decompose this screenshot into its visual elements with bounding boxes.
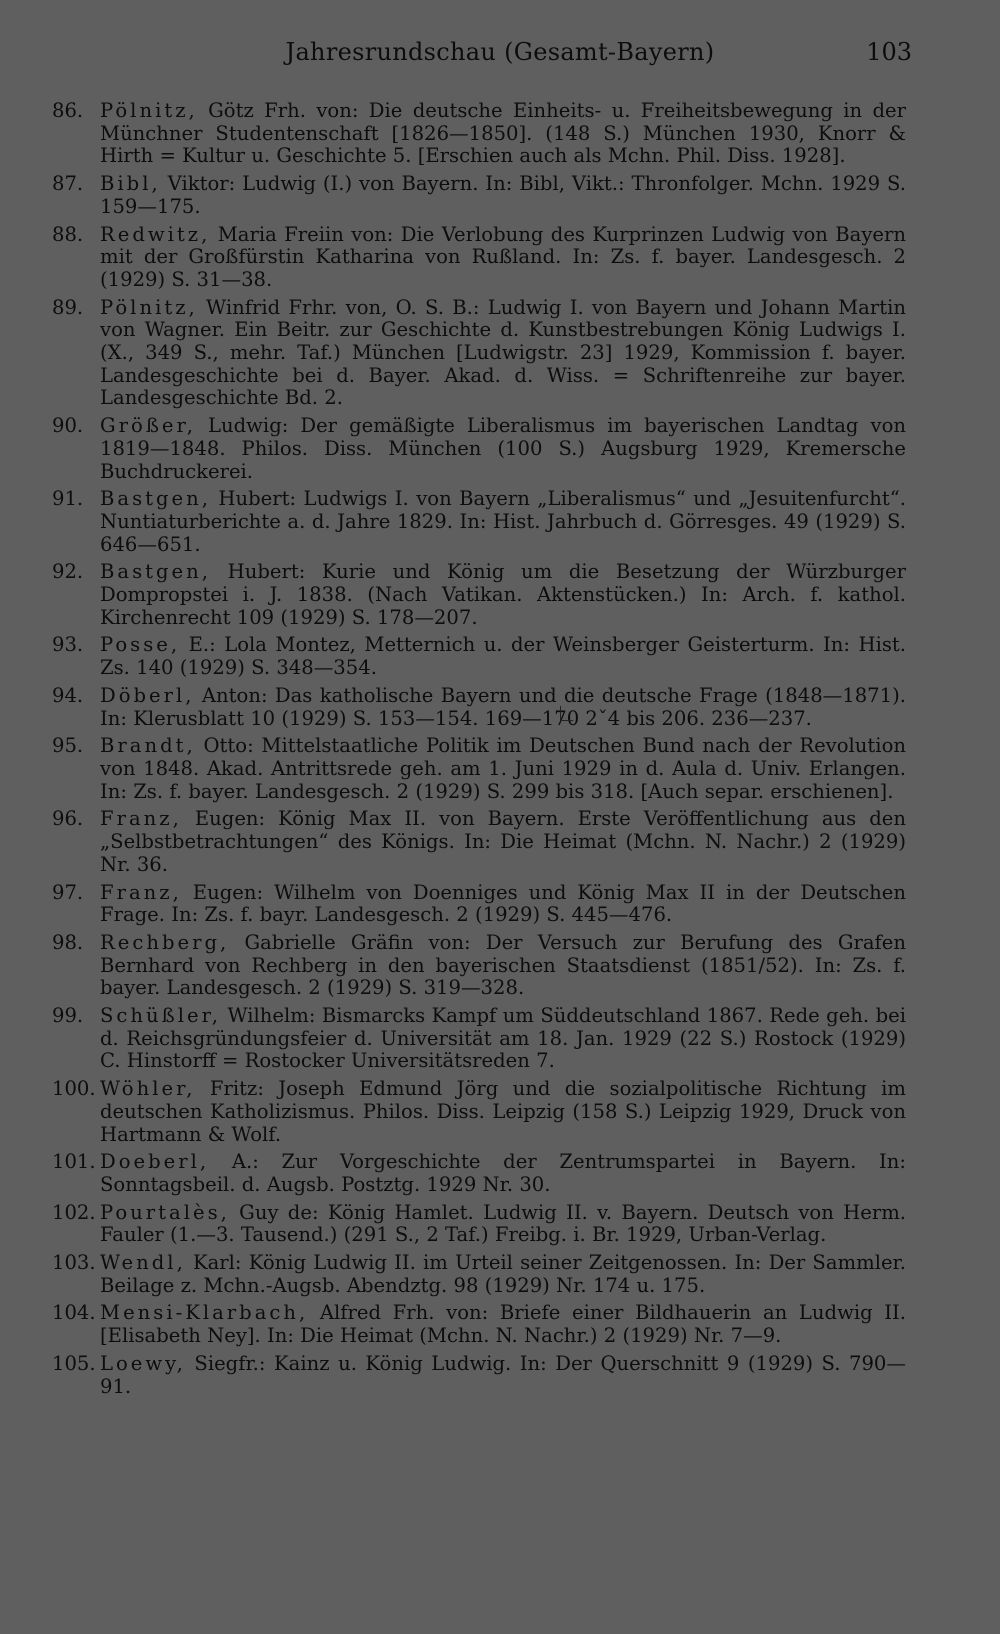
entry-author: Doeberl,	[100, 1150, 210, 1174]
entry-text: Ludwig: Der gemäßigte Liberalismus im bayerischen Landtag von 1819—1848. Philos. Diss. München (100 S.) Augsburg 1929, Kremersche Buchdruckerei.	[100, 414, 906, 483]
entry-number: 97.	[52, 880, 84, 904]
bibliography-entry	[0, 808, 906, 876]
entry-author: Bastgen,	[100, 487, 211, 511]
entry-author: Wendl,	[100, 1251, 186, 1275]
entry-number: 101.	[52, 1150, 96, 1174]
bibliography-entry	[0, 1353, 906, 1398]
entry-author: Wöhler,	[100, 1077, 196, 1101]
entry-text: Alfred Frh. von: Briefe einer Bildhauerin an Ludwig II. [Elisabeth Ney]. In: Die Heimat (Mchn. N. Nachr.) 2 (1929) Nr. 7—9.	[100, 1301, 906, 1348]
entry-number: 103.	[52, 1251, 96, 1275]
entry-text: Gabrielle Gräfin von: Der Versuch zur Berufung des Grafen Bernhard von Rechberg in den bayerischen Staatsdienst (1851/52). In: Zs. f. bayer. Landesgesch. 2 (1929) S. 319—328.	[100, 930, 906, 1000]
entry-text: Guy de: König Hamlet. Ludwig II. v. Bayern. Deutsch von Herm. Fauler (1.—3. Tausend.) (291 S., 2 Taf.) Freibg. i. Br. 1929, Urban-Verlag.	[100, 1200, 906, 1247]
entry-text: Götz Frh. von: Die deutsche Einheits- u. Freiheitsbewegung in der Münchner Studentenschaft [1826—1850]. (148 S.) München 1930, Knorr & Hirth = Kultur u. Geschichte 5. [Erschien auch als Mchn. Phil. Diss. 1928].	[100, 99, 906, 168]
entry-number: 90.	[52, 414, 84, 438]
entry-number: 100.	[52, 1077, 96, 1101]
entry-text: Maria Freiin von: Die Verlobung des Kurprinzen Ludwig von Bayern mit der Großfürstin Katharina von Rußland. In: Zs. f. bayer. Landesgesch. 2 (1929) S. 31—38.	[100, 222, 906, 291]
entry-text: Otto: Mittelstaatliche Politik im Deutschen Bund nach der Revolution von 1848. Akad. Antrittsrede geh. am 1. Juni 1929 in d. Aula d. Univ. Erlangen. In: Zs. f. bayer. Landesgesch. 2 (1929) S. 299 bis 318. [Auch separ. erschienen].	[100, 734, 906, 803]
bibliography-entry	[0, 685, 906, 730]
entry-text: E.: Lola Montez, Metternich u. der Weinsberger Geisterturm. In: Hist. Zs. 140 (1929) S. 348—354.	[100, 633, 906, 680]
entry-number: 87.	[52, 172, 84, 196]
entry-number: 88.	[52, 222, 84, 246]
entry-author: Franz,	[100, 807, 182, 831]
entry-author: Franz,	[100, 880, 182, 904]
entry-author: Bastgen,	[100, 560, 211, 584]
entry-number: 86.	[52, 99, 84, 122]
bibliography-entry	[0, 1302, 906, 1347]
entry-text: Karl: König Ludwig II. im Urteil seiner Zeitgenossen. In: Der Sammler. Beilage z. Mchn.-Augsb. Abendztg. 98 (1929) Nr. 174 u. 175.	[100, 1251, 906, 1297]
running-header	[0, 36, 1000, 76]
bibliography-entry	[0, 1005, 906, 1073]
entry-text: Wilhelm: Bismarcks Kampf um Süddeutschland 1867. Rede geh. bei d. Reichsgründungsfeier d. Universität am 18. Jan. 1929 (22 S.) Rostock (1929) C. Hinstorff = Rostocker Universitätsreden 7.	[100, 1004, 906, 1073]
entry-author: Mensi-Klarbach,	[100, 1301, 309, 1325]
entry-author: Schüßler,	[100, 1004, 222, 1028]
entry-number: 99.	[52, 1004, 84, 1028]
entry-text: Viktor: Ludwig (I.) von Bayern. In: Bibl, Vikt.: Thronfolger. Mchn. 1929 S. 159—175.	[100, 172, 906, 218]
entry-number: 96.	[52, 807, 84, 831]
bibliography-entry	[0, 882, 906, 927]
entry-author: Pölnitz,	[100, 295, 198, 319]
bibliography-entry	[0, 488, 906, 556]
entry-text: Eugen: Wilhelm von Doenniges und König Max II in der Deutschen Frage. In: Zs. f. bayr. Landesgesch. 2 (1929) S. 445—476.	[100, 880, 906, 927]
entry-text: Fritz: Joseph Edmund Jörg und die sozialpolitische Richtung im deutschen Katholizismus. Philos. Diss. Leipzig (158 S.) Leipzig 1929, Druck von Hartmann & Wolf.	[100, 1077, 906, 1146]
entry-text: Hubert: Kurie und König um die Besetzung der Würzburger Dompropstei i. J. 1838. (Nach Vatikan. Aktenstücken.) In: Arch. f. kathol. Kirchenrecht 109 (1929) S. 178—207.	[100, 560, 906, 629]
entry-number: 102.	[52, 1200, 96, 1224]
bibliography-entry	[0, 297, 906, 411]
entry-number: 95.	[52, 734, 84, 758]
entry-text: Eugen: König Max II. von Bayern. Erste Veröffentlichung aus den „Selbstbetrachtungen“ des Königs. In: Die Heimat (Mchn. N. Nachr.) 2 (1929) Nr. 36.	[100, 807, 906, 876]
bibliography-entry	[0, 224, 906, 292]
entry-author: Loewy,	[100, 1351, 186, 1375]
entry-author: Pölnitz,	[100, 99, 198, 122]
entry-author: Redwitz,	[100, 222, 211, 246]
bibliography-list	[0, 100, 1000, 1403]
entry-text: Siegfr.: Kainz u. König Ludwig. In: Der Querschnitt 9 (1929) S. 790—91.	[100, 1351, 906, 1398]
entry-text: A.: Zur Vorgeschichte der Zentrumspartei in Bayern. In: Sonntagsbeil. d. Augsb. Postztg. 1929 Nr. 30.	[100, 1150, 906, 1196]
entry-number: 104.	[52, 1301, 96, 1325]
entry-author: Brandt,	[100, 734, 196, 758]
entry-author: Döberl,	[100, 683, 195, 707]
entry-number: 89.	[52, 295, 84, 319]
bibliography-entry	[0, 735, 906, 803]
entry-author: Posse,	[100, 633, 181, 657]
bibliography-entry	[0, 932, 906, 1000]
bibliography-entry	[0, 173, 906, 218]
entry-number: 92.	[52, 560, 84, 584]
pencil-mark	[560, 706, 573, 721]
entry-number: 105.	[52, 1351, 96, 1375]
bibliography-entry	[0, 415, 906, 483]
bibliography-entry	[0, 100, 906, 168]
bibliography-entry	[0, 1202, 906, 1247]
entry-author: Größer,	[100, 414, 196, 438]
entry-author: Rechberg,	[100, 930, 230, 954]
entry-author: Pourtalès,	[100, 1200, 230, 1224]
entry-text: Hubert: Ludwigs I. von Bayern „Liberalismus“ und „Jesuitenfurcht“. Nuntiaturberichte a. d. Jahre 1829. In: Hist. Jahrbuch d. Görresges. 49 (1929) S. 646—651.	[100, 487, 906, 556]
entry-text: Winfrid Frhr. von, O. S. B.: Ludwig I. von Bayern und Johann Martin von Wagner. Ein Beitr. zur Geschichte d. Kunstbestrebungen König Ludwigs I. (X., 349 S., mehr. Taf.) München [Ludwigstr. 23] 1929, Kommission f. bayer. Landesgeschichte bei d. Bayer. Akad. d. Wiss. = Schriftenreihe zur bayer. Landesgeschichte Bd. 2.	[100, 295, 906, 410]
entry-number: 94.	[52, 683, 84, 707]
bibliography-entry	[0, 561, 906, 629]
bibliography-entry	[0, 1252, 906, 1297]
entry-text: Anton: Das katholische Bayern und die deutsche Frage (1848—1871). In: Klerusblatt 10 (1929) S. 153—154. 169—170 2ˇ4 bis 206. 236—237.	[100, 683, 906, 730]
page-number: 103	[866, 38, 912, 66]
bibliography-entry	[0, 1151, 906, 1196]
entry-author: Bibl,	[100, 172, 161, 196]
bibliography-entry	[0, 634, 906, 679]
entry-number: 98.	[52, 930, 84, 954]
running-title: Jahresrundschau (Gesamt-Bayern)	[285, 38, 715, 66]
entry-number: 91.	[52, 487, 84, 511]
bibliography-entry	[0, 1078, 906, 1146]
entry-number: 93.	[52, 633, 84, 657]
